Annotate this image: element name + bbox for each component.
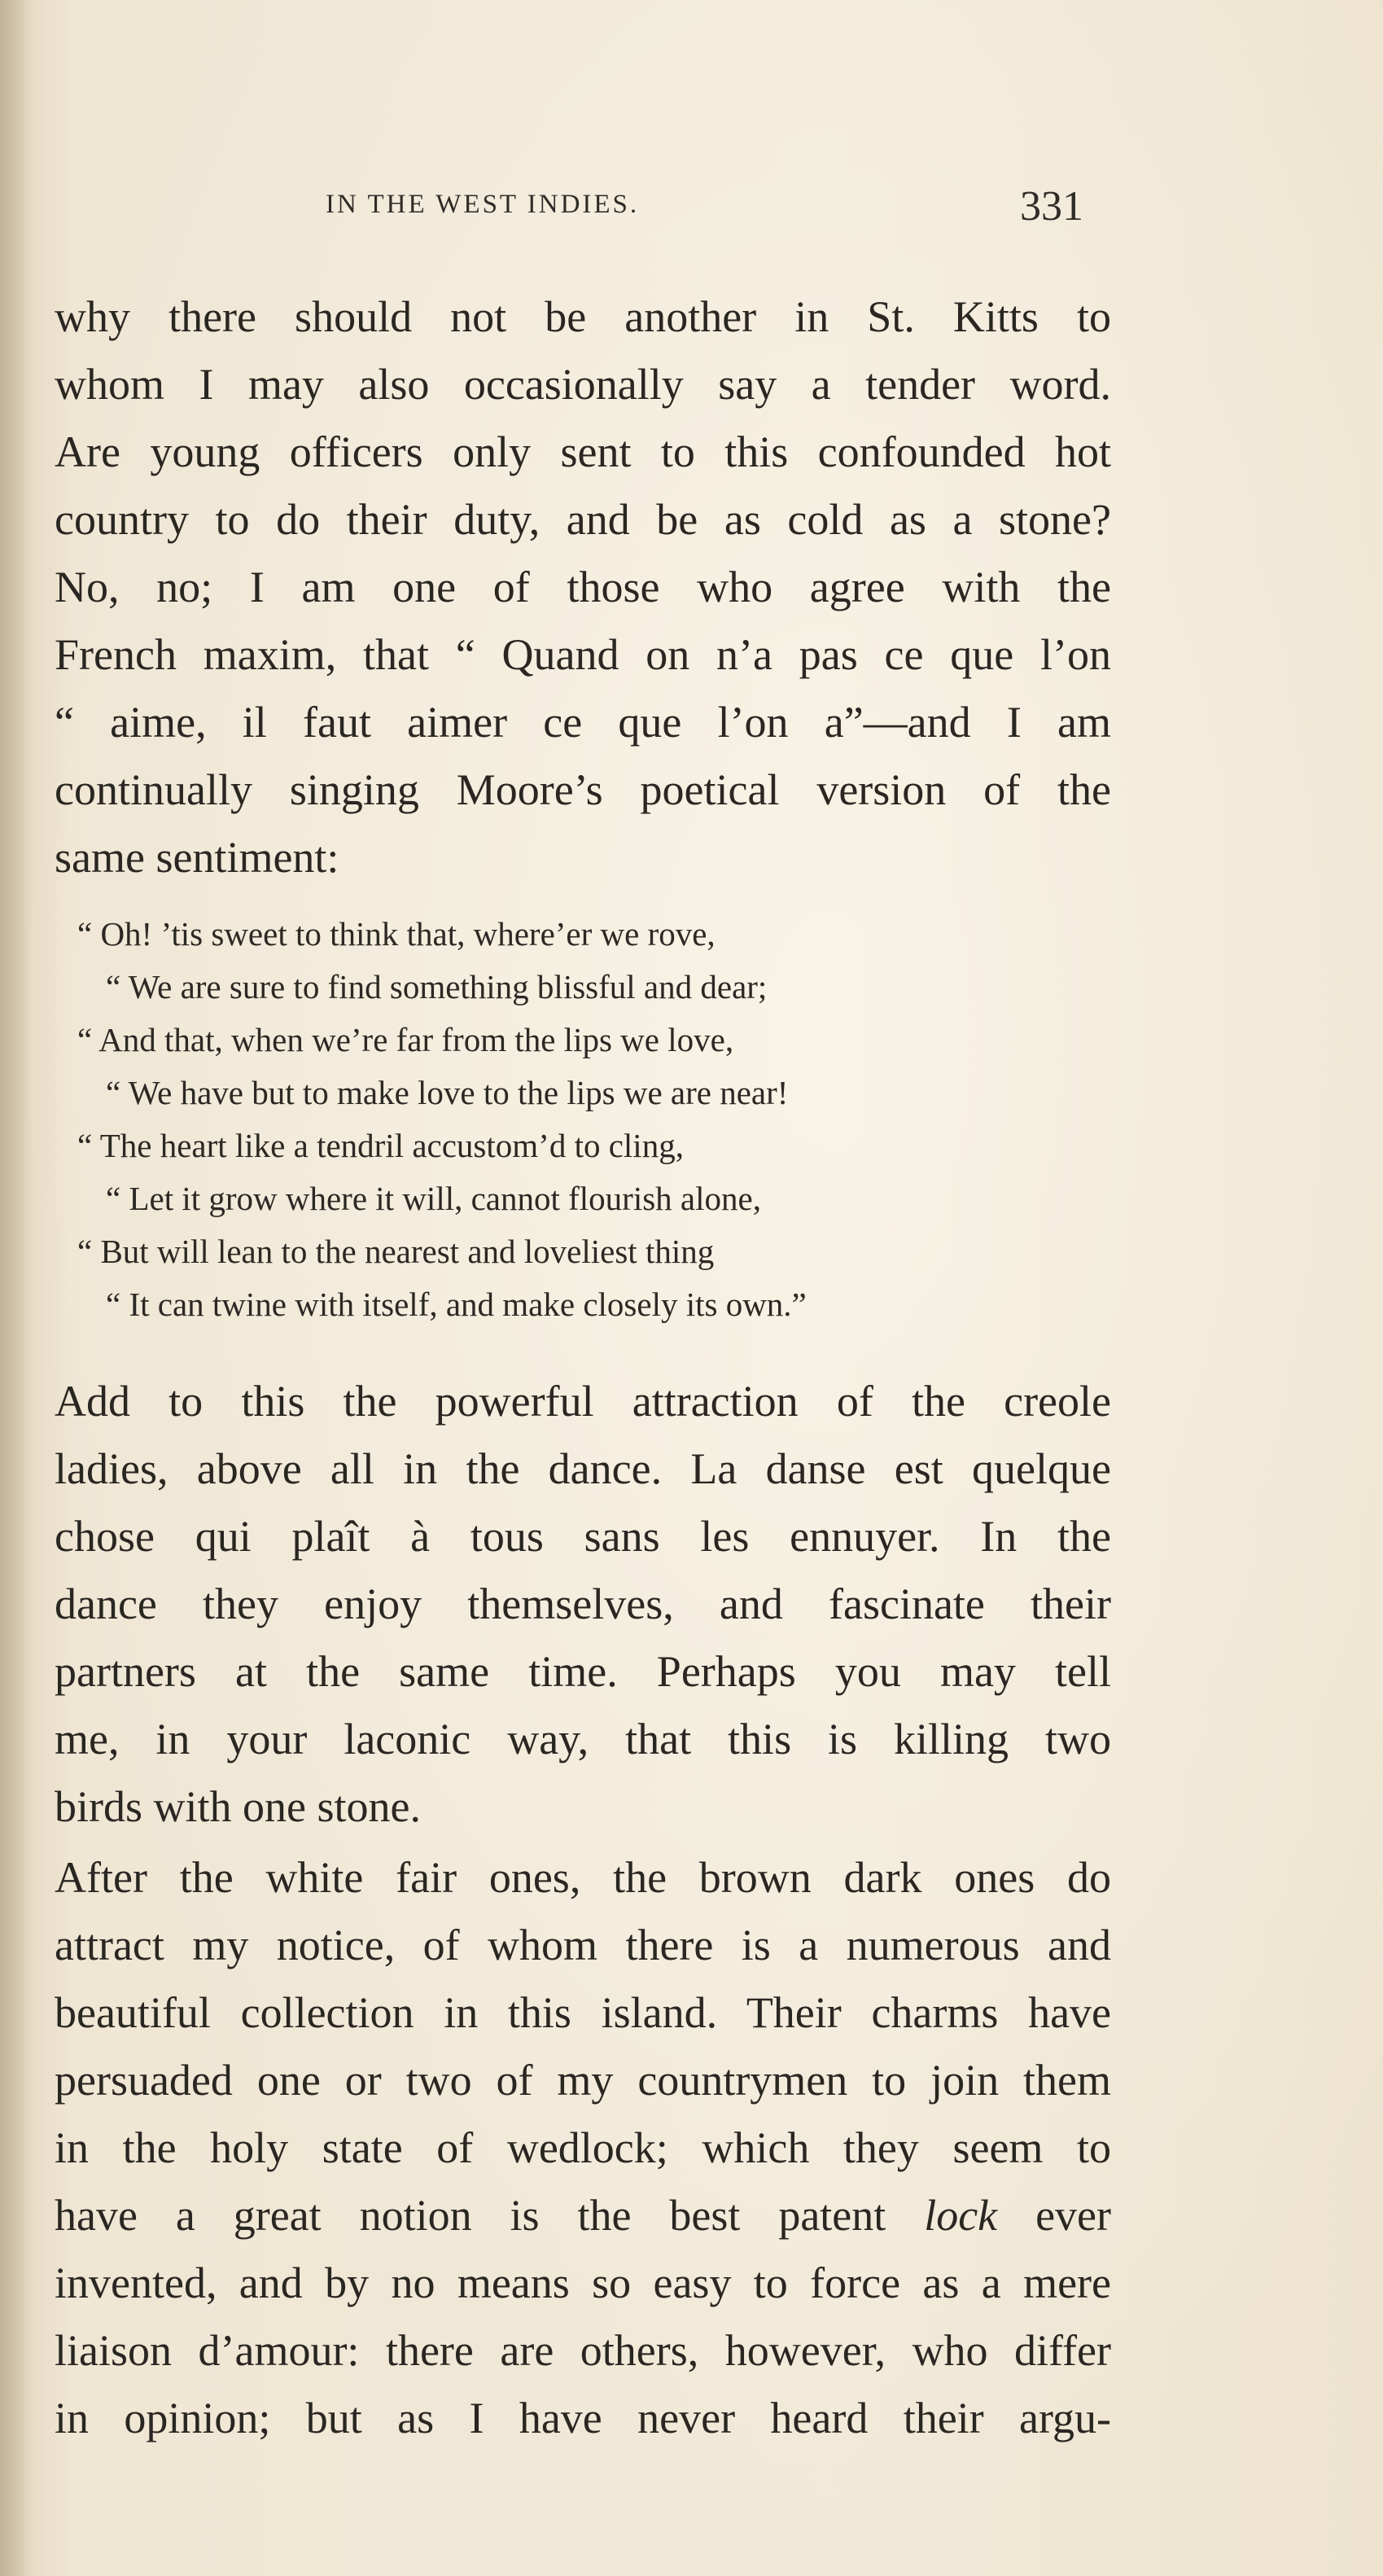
gutter-shadow: [0, 0, 33, 2576]
poem-line: “ We are sure to find something blissful and dear;: [106, 968, 768, 1005]
text-segment: have a great notion is the best patent: [55, 2191, 925, 2240]
poem-line: “ The heart like a tendril accustom’d to cling,: [77, 1127, 684, 1164]
paragraph-3: [55, 1844, 1111, 2452]
text-line: “ aime, il faut aimer ce que l’on a”—and I am: [55, 698, 1111, 747]
text-line: continually singing Moore’s poetical version of the: [55, 765, 1111, 814]
poem-line: “ It can twine with itself, and make closely its own.”: [106, 1286, 807, 1323]
text-line: in opinion; but as I have never heard their argu-: [55, 2394, 1111, 2442]
text-line: me, in your laconic way, that this is killing two: [55, 1715, 1111, 1763]
text-line: whom I may also occasionally say a tender word.: [55, 360, 1111, 409]
text-line: dance they enjoy themselves, and fascinate their: [55, 1579, 1111, 1628]
text-line: in the holy state of wedlock; which they seem to: [55, 2123, 1111, 2172]
text-line: why there should not be another in St. Kitts to: [55, 292, 1111, 341]
paragraph-1: [55, 283, 1111, 892]
page-number: 331: [1020, 183, 1083, 230]
poem-line: “ And that, when we’re far from the lips we love,: [77, 1021, 734, 1058]
text-line: beautiful collection in this island. Their charms have: [55, 1988, 1111, 2037]
text-line: ladies, above all in the dance. La danse est quelque: [55, 1444, 1111, 1493]
paragraph-2: [55, 1368, 1111, 1841]
italic-word: lock: [924, 2191, 998, 2240]
text-line: persuaded one or two of my countrymen to join them: [55, 2056, 1111, 2105]
text-line: invented, and by no means so easy to force as a mere: [55, 2258, 1111, 2307]
text-line: No, no; I am one of those who agree with the: [55, 563, 1111, 611]
poem-line: “ Oh! ’tis sweet to think that, where’er we rove,: [77, 915, 716, 953]
poem-line: “ Let it grow where it will, cannot flourish alone,: [106, 1180, 761, 1217]
text-line: After the white fair ones, the brown dark ones do: [55, 1853, 1111, 1902]
text-line: partners at the same time. Perhaps you may tell: [55, 1647, 1111, 1696]
text-line: liaison d’amour: there are others, however, who differ: [55, 2326, 1111, 2375]
poem-line: “ But will lean to the nearest and loveliest thing: [77, 1233, 715, 1270]
text-line: attract my notice, of whom there is a numerous and: [55, 1921, 1111, 1969]
running-head: IN THE WEST INDIES.: [326, 190, 640, 219]
text-line: same sentiment:: [55, 833, 339, 882]
poem-line: “ We have but to make love to the lips we are near!: [106, 1074, 789, 1111]
text-line: chose qui plaît à tous sans les ennuyer. In the: [55, 1512, 1111, 1561]
poem-block: [77, 908, 1095, 1331]
text-line-with-italic: [55, 2182, 1111, 2250]
text-line: French maxim, that “ Quand on n’a pas ce que l’on: [55, 630, 1111, 679]
text-line: Add to this the powerful attraction of the creole: [55, 1377, 1111, 1426]
text-segment: ever: [997, 2191, 1112, 2240]
text-line: country to do their duty, and be as cold as a stone?: [55, 495, 1111, 544]
text-line: Are young officers only sent to this confounded hot: [55, 427, 1111, 476]
text-line: birds with one stone.: [55, 1782, 421, 1831]
